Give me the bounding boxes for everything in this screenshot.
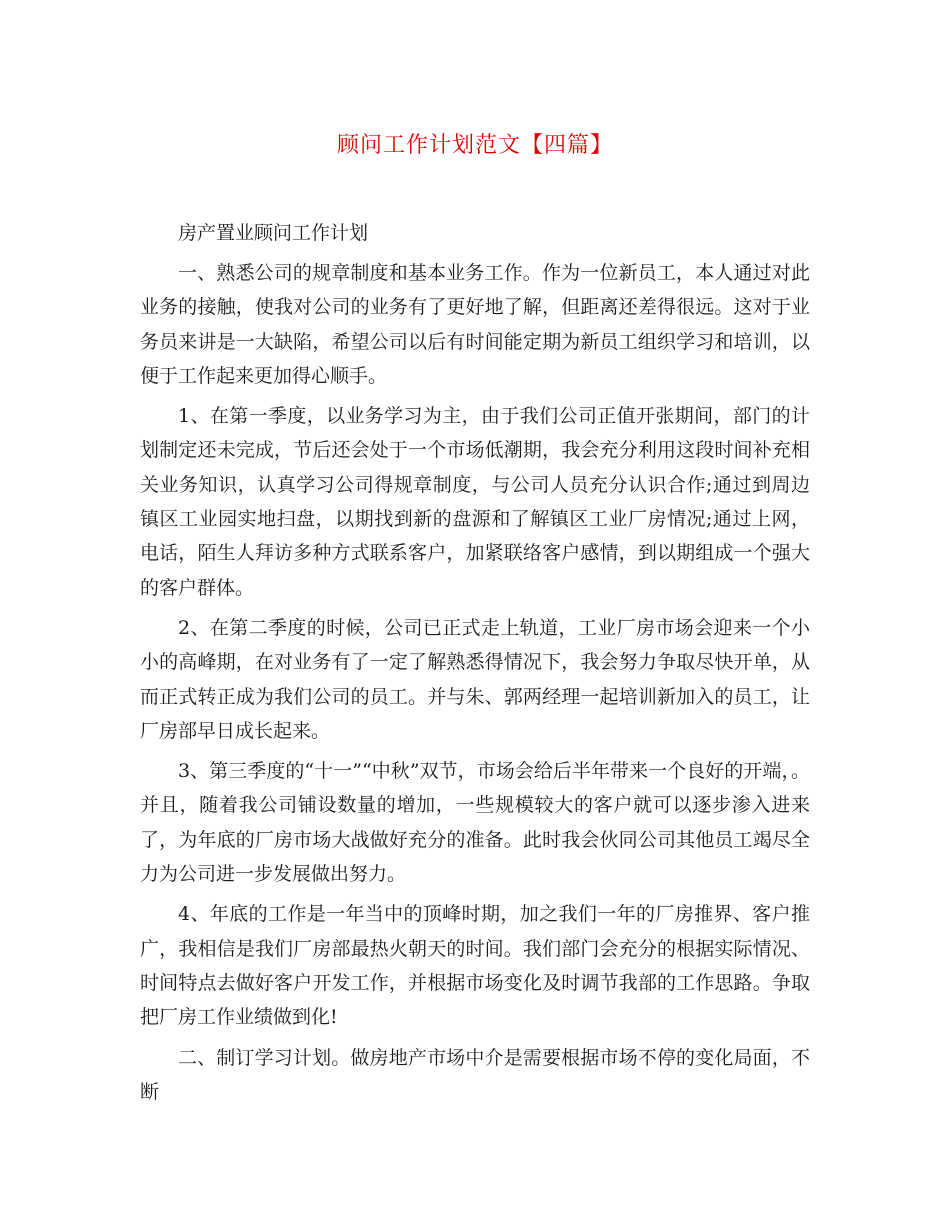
paragraph-third-quarter: 3、第三季度的“十一”“中秋”双节，市场会给后半年带来一个良好的开端，。并且，随着我公司铺设数量的增加，一些规模较大的客户就可以逐步渗入进来了，为年底的厂房市场大战做好充分的准备。此时我会伙同公司其他员工竭尽全力为公司进一步发展做出努力。 <box>140 760 810 886</box>
paragraph-second-quarter: 2、在第二季度的时候，公司已正式走上轨道，工业厂房市场会迎来一个小小的高峰期，在对业务有了一定了解熟悉得情况下，我会努力争取尽快开单，从而正式转正成为我们公司的员工。并与朱、郭两经理一起培训新加入的员工，让厂房部早日成长起来。 <box>140 616 810 742</box>
paragraph-year-end: 4、年底的工作是一年当中的顶峰时期，加之我们一年的厂房推界、客户推广，我相信是我们厂房部最热火朝天的时间。我们部门会充分的根据实际情况、时间特点去做好客户开发工作，并根据市场变化及时调节我部的工作思路。争取把厂房工作业绩做到化! <box>140 903 810 1029</box>
paragraph-study-plan: 二、制订学习计划。做房地产市场中介是需要根据市场不停的变化局面，不断 <box>140 1046 810 1103</box>
paragraph-familiarize-company: 一、熟悉公司的规章制度和基本业务工作。作为一位新员工，本人通过对此业务的接触，使我对公司的业务有了更好地了解，但距离还差得很远。这对于业务员来讲是一大缺陷，希望公司以后有时间能定期为新员工组织学习和培训，以便于工作起来更加得心顺手。 <box>140 262 810 387</box>
section-heading: 房产置业顾问工作计划 <box>178 222 369 244</box>
document-title: 顾问工作计划范文【四篇】 <box>336 133 613 158</box>
paragraph-first-quarter: 1、在第一季度，以业务学习为主，由于我们公司正值开张期间，部门的计划制定还未完成，节后还会处于一个市场低潮期，我会充分利用这段时间补充相关业务知识，认真学习公司得规章制度，与公司人员充分认识合作;通过到周边镇区工业园实地扫盘，以期找到新的盘源和了解镇区工业厂房情况;通过上网，电话，陌生人拜访多种方式联系客户，加紧联络客户感情，到以期组成一个强大的客户群体。 <box>140 405 810 599</box>
document-body <box>140 216 810 1115</box>
